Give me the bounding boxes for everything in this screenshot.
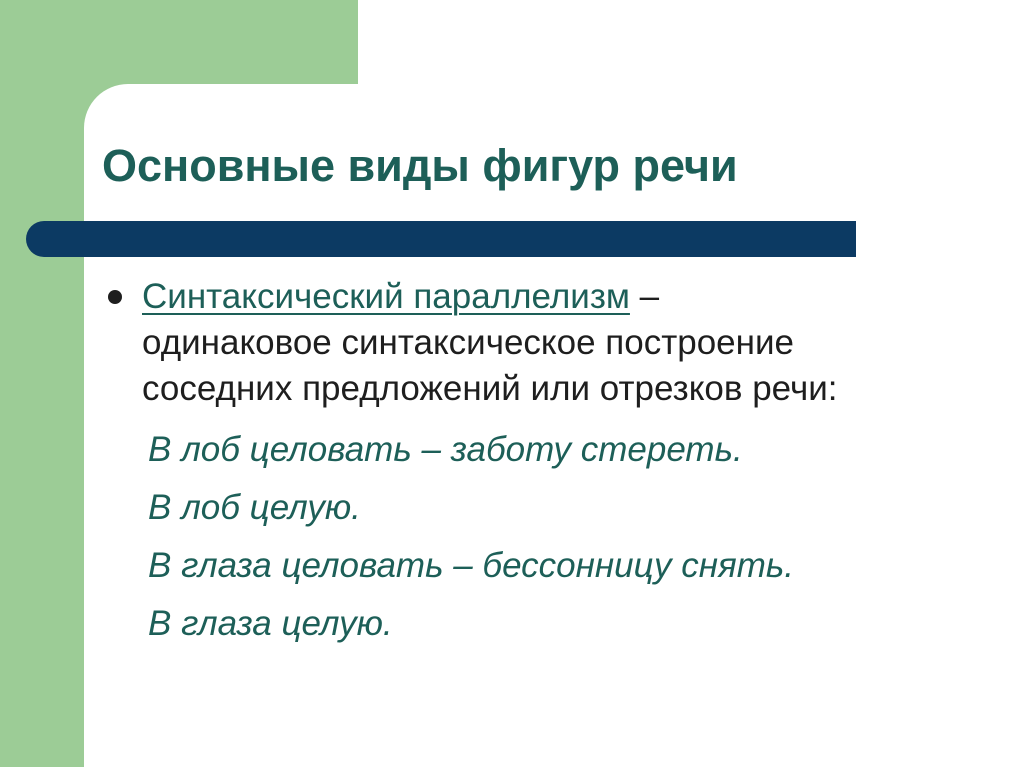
example-line: В лоб целовать – заботу стереть. [148,430,743,469]
example-line: В глаза целую. [148,604,393,643]
bullet-dash: – [629,277,660,316]
bullet-text [142,274,962,412]
example-line: В глаза целовать – бессонницу снять. [148,546,794,585]
bullet-definition-line-2: соседних предложений или отрезков речи: [142,369,838,408]
title-underline-bar [26,221,856,257]
slide-title: Основные виды фигур речи [102,140,738,191]
bullet-dot-icon [108,290,122,304]
example-line: В лоб целую. [148,488,361,527]
bullet-term: Синтаксический параллелизм [142,277,630,316]
bullet-definition-line-1: одинаковое синтаксическое построение [142,323,794,362]
